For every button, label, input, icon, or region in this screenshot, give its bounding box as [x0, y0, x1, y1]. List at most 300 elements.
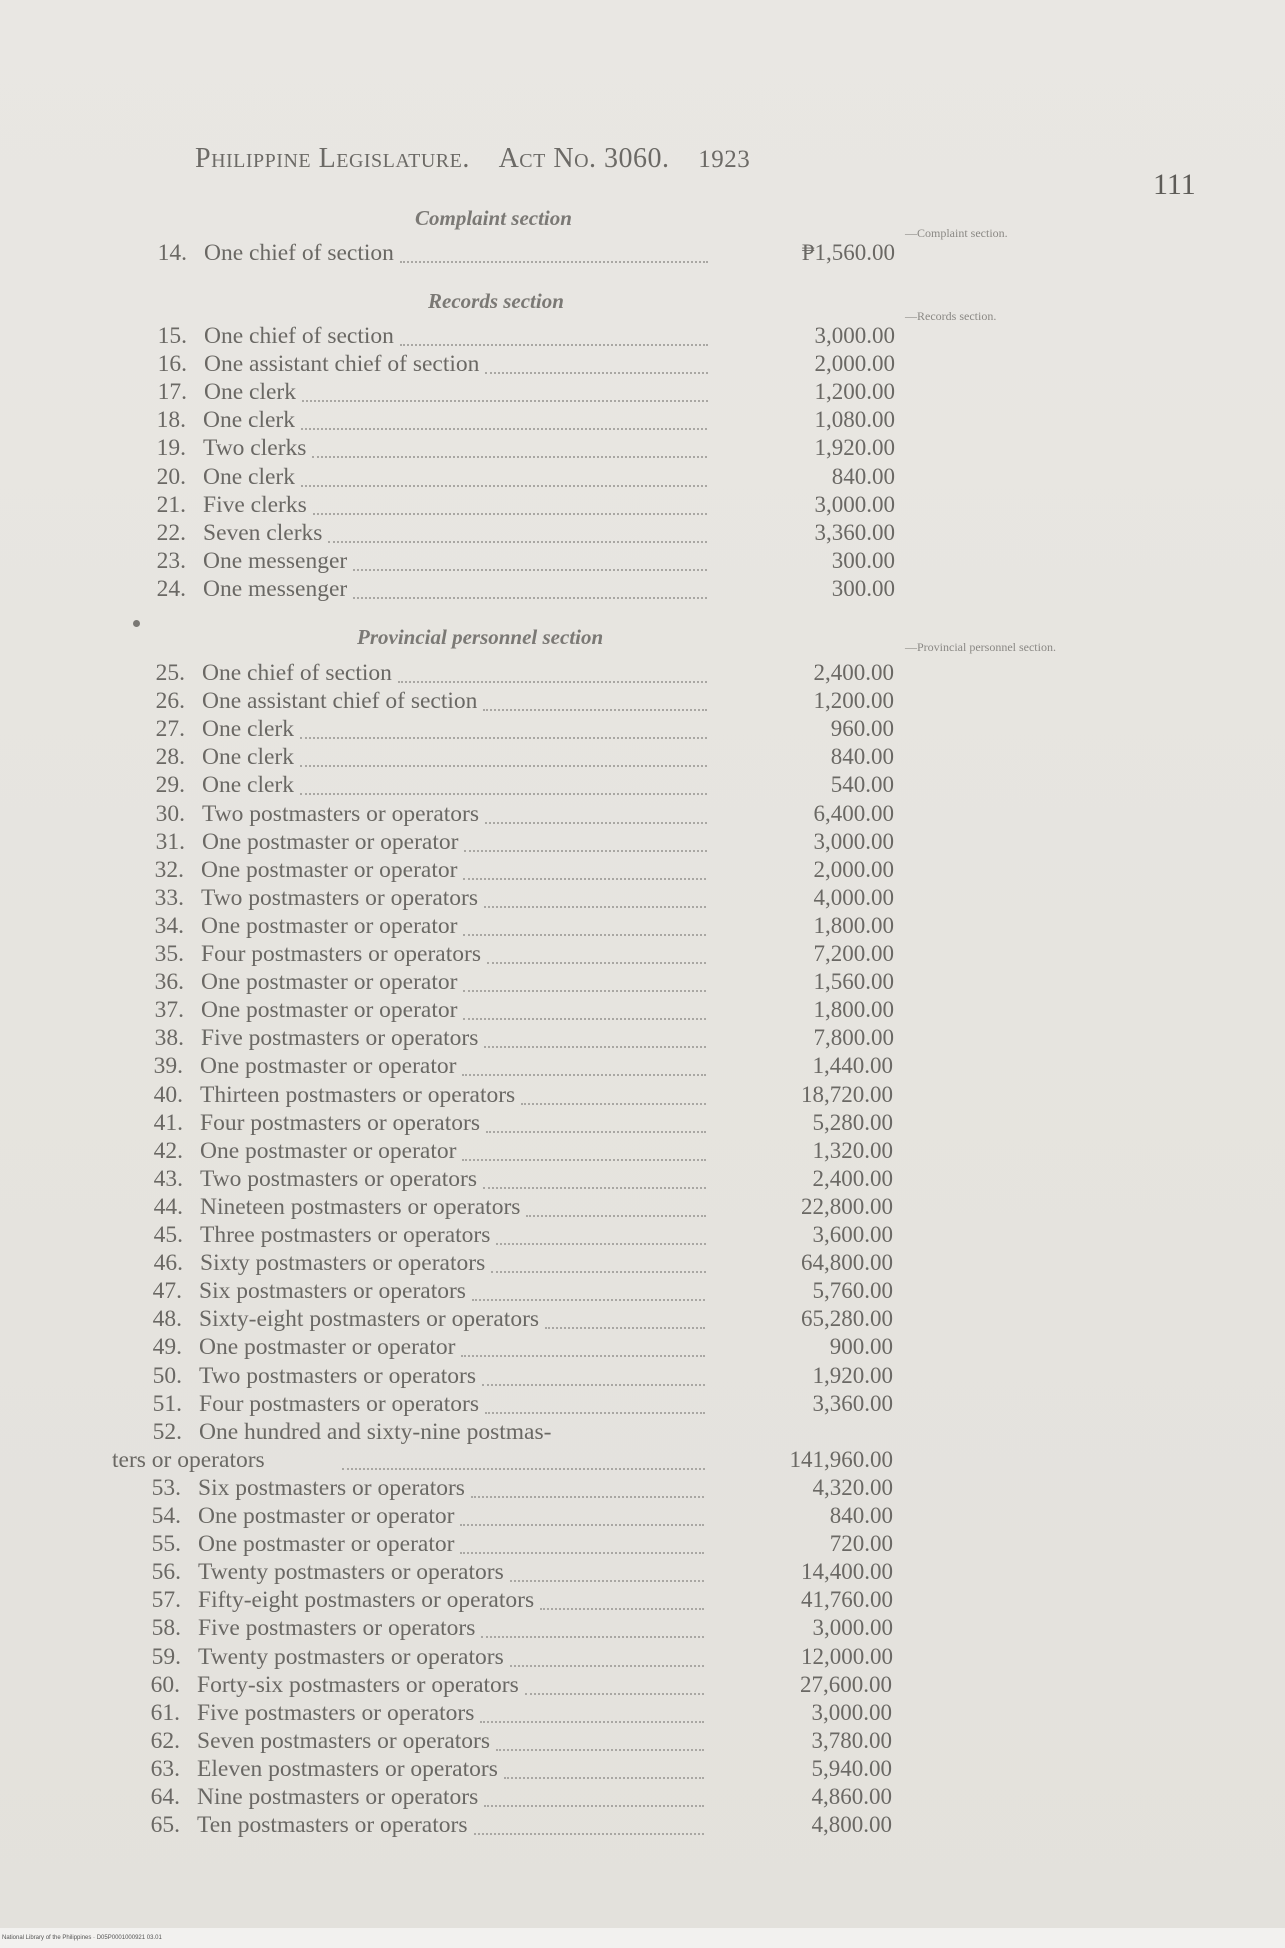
item-number: 17.	[157, 379, 187, 406]
item-number: 41.	[153, 1109, 183, 1136]
appropriation-row	[0, 1700, 1285, 1728]
appropriation-row	[0, 1672, 1285, 1700]
item-amount: 4,800.00	[811, 1812, 892, 1838]
leader-dots	[463, 988, 706, 992]
leader-dots	[521, 1101, 706, 1105]
item-description-text: One clerk	[204, 379, 296, 406]
item-description	[202, 744, 296, 771]
item-description	[203, 435, 308, 462]
margin-note: —Provincial personnel section.	[905, 640, 1056, 654]
leader-dots	[400, 342, 708, 346]
appropriation-row	[0, 435, 1285, 463]
item-number: 39.	[153, 1053, 183, 1080]
item-description	[198, 1559, 506, 1586]
item-description	[197, 1700, 476, 1727]
item-number: 49.	[152, 1334, 182, 1361]
leader-dots	[460, 1550, 704, 1554]
appropriation-row	[0, 1587, 1285, 1615]
leader-dots	[313, 511, 707, 515]
item-description-text: Two postmasters or operators	[200, 1165, 478, 1192]
item-description	[203, 520, 324, 547]
leader-dots	[485, 820, 707, 824]
item-amount: 1,800.00	[813, 997, 894, 1023]
item-description-text: Seven postmasters or operators	[197, 1727, 491, 1754]
item-description-text: One chief of section	[204, 323, 394, 349]
header-act: Act No. 3060.	[498, 143, 670, 174]
item-description-text: Five clerks	[203, 491, 307, 518]
leader-dots	[474, 1831, 705, 1835]
leader-dots	[486, 1129, 706, 1133]
header-title: Philippine Legislature.	[195, 143, 470, 174]
leader-dots	[398, 679, 707, 683]
leader-dots	[400, 259, 708, 263]
appropriation-row	[0, 688, 1285, 716]
item-number: 61.	[150, 1699, 180, 1726]
item-description-text: One postmaster or operator	[200, 1137, 457, 1164]
item-description-text: One clerk	[202, 772, 294, 799]
item-amount: 1,560.00	[813, 969, 894, 995]
appropriation-row	[0, 1615, 1285, 1643]
item-description-text: ters or operators	[112, 1446, 265, 1473]
leader-dots	[300, 735, 707, 739]
item-description-text: Six postmasters or operators	[198, 1474, 465, 1501]
item-number: 40.	[153, 1081, 183, 1108]
item-description-text: One messenger	[203, 575, 348, 602]
item-description-text: Four postmasters or operators	[201, 941, 481, 967]
item-amount: 1,920.00	[812, 1362, 893, 1388]
appropriation-row	[0, 1363, 1285, 1391]
leader-dots	[510, 1663, 704, 1667]
item-description	[200, 1194, 522, 1221]
item-description-text: One postmaster or operator	[201, 969, 458, 996]
item-amount: 2,400.00	[813, 660, 894, 685]
item-description	[200, 1166, 479, 1193]
leader-dots	[312, 454, 707, 458]
item-number: 33.	[154, 884, 184, 911]
item-description	[202, 772, 296, 799]
item-description	[199, 1363, 478, 1390]
item-description	[201, 1025, 480, 1052]
item-description	[202, 801, 481, 828]
item-amount: 3,360.00	[814, 519, 895, 545]
item-number: 65.	[150, 1812, 180, 1839]
item-description-text: Nine postmasters or operators	[197, 1784, 479, 1810]
item-description	[199, 1306, 541, 1333]
item-number: 55.	[151, 1531, 181, 1558]
item-description-text: One postmaster or operator	[201, 997, 458, 1024]
leader-dots	[484, 1803, 704, 1807]
item-amount: 141,960.00	[789, 1446, 893, 1472]
leader-dots	[496, 1241, 706, 1245]
item-amount: 27,600.00	[800, 1671, 892, 1697]
appropriation-row	[0, 801, 1285, 829]
leader-dots	[461, 1353, 705, 1357]
item-amount: 5,280.00	[812, 1109, 893, 1135]
appropriation-row	[0, 1475, 1285, 1503]
appropriation-row	[0, 1053, 1285, 1081]
item-amount: 7,200.00	[813, 941, 894, 966]
item-description	[204, 379, 298, 406]
item-number: 32.	[154, 856, 184, 883]
appropriation-row	[0, 829, 1285, 857]
item-number: 46.	[153, 1250, 183, 1277]
item-description	[199, 1391, 481, 1418]
appropriation-row	[0, 1756, 1285, 1784]
item-number: 50.	[152, 1362, 182, 1389]
item-number: 34.	[154, 912, 184, 939]
item-description-text: Five postmasters or operators	[197, 1699, 475, 1726]
margin-note: —Complaint section.	[905, 226, 1008, 240]
appropriation-row	[0, 351, 1285, 379]
appropriation-row	[0, 660, 1285, 688]
leader-dots	[545, 1325, 705, 1329]
leader-dots	[504, 1775, 704, 1779]
leader-dots	[472, 1297, 705, 1301]
leader-dots	[525, 1691, 704, 1695]
item-amount: 840.00	[831, 463, 895, 489]
appropriation-row	[0, 1138, 1285, 1166]
appropriation-row	[0, 913, 1285, 941]
item-amount: 5,760.00	[812, 1278, 893, 1304]
item-description-text: Twenty postmasters or operators	[198, 1559, 504, 1586]
item-description	[203, 492, 309, 519]
item-number: 52.	[152, 1418, 182, 1445]
item-amount: 2,000.00	[813, 856, 894, 882]
item-number: 63.	[150, 1755, 180, 1782]
item-description-text: Four postmasters or operators	[199, 1390, 479, 1417]
appropriation-row	[0, 1222, 1285, 1250]
leader-dots	[487, 960, 706, 964]
item-description-text: One chief of section	[202, 660, 392, 686]
leader-dots	[482, 1382, 705, 1386]
appropriation-row-continued	[0, 1447, 1285, 1475]
item-description	[197, 1756, 500, 1783]
appropriation-row	[0, 492, 1285, 520]
item-description-text: One chief of section	[204, 240, 394, 266]
item-description-text: Six postmasters or operators	[199, 1278, 466, 1305]
item-description	[200, 1250, 487, 1277]
item-amount: 3,000.00	[814, 491, 895, 517]
item-description-text: Thirteen postmasters or operators	[200, 1081, 516, 1108]
stray-mark	[133, 620, 140, 627]
item-description	[199, 1278, 468, 1305]
item-description	[197, 1728, 492, 1755]
item-amount: 1,320.00	[812, 1137, 893, 1163]
appropriation-row	[0, 1644, 1285, 1672]
appropriation-row	[0, 1531, 1285, 1559]
appropriation-row	[0, 576, 1285, 604]
item-number: 60.	[150, 1671, 180, 1698]
item-description	[198, 1531, 456, 1558]
item-amount: ₱1,560.00	[801, 240, 895, 265]
item-description-text: One clerk	[202, 744, 294, 771]
item-number: 16.	[157, 351, 187, 378]
margin-note: —Records section.	[905, 309, 997, 323]
appropriation-row	[0, 407, 1285, 435]
item-description-text: Four postmasters or operators	[200, 1109, 480, 1136]
item-amount: 4,000.00	[813, 884, 894, 910]
item-number: 48.	[152, 1306, 182, 1333]
item-number: 36.	[154, 969, 184, 996]
item-description-text: Eleven postmasters or operators	[197, 1755, 498, 1782]
item-amount: 840.00	[830, 744, 894, 770]
item-description	[203, 576, 349, 603]
item-amount: 5,940.00	[811, 1755, 892, 1781]
leader-dots	[300, 763, 707, 767]
item-description-text: Nineteen postmasters or operators	[200, 1193, 521, 1220]
item-amount: 3,000.00	[813, 828, 894, 854]
item-description	[202, 660, 394, 687]
item-description	[201, 913, 459, 940]
item-description	[201, 941, 483, 968]
footer-attribution: National Library of the Philippines · D05P0001000921 03.01	[0, 1928, 1285, 1948]
item-number: 59.	[151, 1643, 181, 1670]
item-description-text: Two postmasters or operators	[201, 884, 479, 911]
item-description	[201, 885, 480, 912]
item-number: 47.	[152, 1278, 182, 1305]
leader-dots	[484, 904, 706, 908]
appropriation-row	[0, 379, 1285, 407]
item-description-text: One postmaster or operator	[198, 1503, 455, 1529]
item-description-text: One assistant chief of section	[204, 351, 480, 378]
item-description-text: One clerk	[202, 716, 294, 743]
item-description-text: Two postmasters or operators	[199, 1362, 477, 1389]
item-number: 22.	[156, 519, 186, 546]
item-description	[199, 1419, 553, 1446]
leader-dots	[464, 848, 707, 852]
leader-dots	[484, 1044, 706, 1048]
item-description-text: Twenty postmasters or operators	[198, 1643, 504, 1670]
item-number: 37.	[154, 997, 184, 1024]
appropriation-row	[0, 1334, 1285, 1362]
appropriation-row	[0, 772, 1285, 800]
section-title: Records section	[428, 289, 564, 313]
item-description	[202, 716, 296, 743]
appropriation-row	[0, 885, 1285, 913]
item-description-line1: One hundred and sixty-nine postmas-	[199, 1418, 552, 1445]
item-amount: 540.00	[830, 772, 894, 798]
leader-dots	[463, 932, 706, 936]
leader-dots	[510, 1578, 704, 1582]
item-amount: 3,600.00	[812, 1222, 893, 1247]
item-amount: 14,400.00	[801, 1559, 893, 1585]
item-number: 31.	[155, 828, 185, 855]
section-title: Provincial personnel section	[357, 625, 604, 649]
item-description-text: One messenger	[203, 547, 348, 574]
item-amount: 3,000.00	[812, 1615, 893, 1641]
item-description-text: Three postmasters or operators	[200, 1222, 491, 1248]
leader-dots	[496, 1747, 704, 1751]
item-number: 27.	[155, 716, 185, 743]
item-description	[204, 351, 481, 378]
leader-dots	[301, 483, 707, 487]
item-amount: 2,400.00	[812, 1165, 893, 1191]
item-description	[200, 1222, 492, 1249]
item-description	[198, 1503, 456, 1530]
appropriation-row	[0, 548, 1285, 576]
item-number: 28.	[155, 744, 185, 771]
item-number: 45.	[153, 1222, 183, 1248]
item-description	[201, 997, 459, 1024]
item-number: 15.	[157, 323, 187, 349]
item-amount: 1,080.00	[814, 407, 895, 433]
appropriation-row	[0, 969, 1285, 997]
item-description-text: One postmaster or operator	[198, 1531, 455, 1558]
item-amount: 3,780.00	[811, 1727, 892, 1753]
running-header	[195, 143, 772, 175]
leader-dots	[328, 539, 707, 543]
item-number: 44.	[153, 1193, 183, 1220]
leader-dots	[491, 1269, 706, 1273]
appropriation-row	[0, 716, 1285, 744]
leader-dots	[480, 1719, 704, 1723]
leader-dots	[481, 1634, 704, 1638]
item-amount: 900.00	[829, 1334, 893, 1360]
item-amount: 65,280.00	[801, 1306, 893, 1332]
leader-dots	[526, 1213, 706, 1217]
item-number: 62.	[150, 1727, 180, 1754]
item-number: 42.	[153, 1137, 183, 1164]
item-description	[200, 1053, 458, 1080]
item-number: 64.	[150, 1784, 180, 1810]
leader-dots	[342, 1466, 705, 1470]
item-number: 38.	[154, 1025, 184, 1052]
item-description-text: One postmaster or operator	[199, 1334, 456, 1361]
item-number: 29.	[155, 772, 185, 799]
item-amount: 22,800.00	[801, 1193, 893, 1219]
item-description	[203, 464, 297, 491]
item-amount: 1,800.00	[813, 912, 894, 938]
leader-dots	[463, 876, 706, 880]
item-number: 58.	[151, 1615, 181, 1642]
item-description-text: One assistant chief of section	[202, 688, 478, 715]
leader-dots	[460, 1522, 704, 1526]
item-number: 26.	[155, 688, 185, 715]
item-amount: 300.00	[831, 547, 895, 573]
item-description	[199, 1334, 457, 1361]
item-number: 54.	[151, 1503, 181, 1529]
item-description-text: Sixty postmasters or operators	[200, 1250, 486, 1277]
item-description	[203, 548, 349, 575]
item-amount: 1,920.00	[814, 435, 895, 461]
item-amount: 3,000.00	[814, 323, 895, 348]
item-amount: 18,720.00	[801, 1081, 893, 1107]
item-description-text: Fifty-eight postmasters or operators	[198, 1587, 535, 1614]
header-year: 1923	[698, 146, 751, 173]
item-description	[198, 1475, 467, 1502]
item-number: 53.	[151, 1474, 181, 1501]
appropriation-row	[0, 1728, 1285, 1756]
appropriation-row	[0, 240, 1285, 268]
leader-dots	[353, 595, 707, 599]
leader-dots	[353, 567, 707, 571]
item-amount: 4,320.00	[812, 1474, 893, 1500]
appropriation-row	[0, 1082, 1285, 1110]
leader-dots	[485, 370, 708, 374]
item-amount: 64,800.00	[801, 1250, 893, 1276]
appropriation-row	[0, 857, 1285, 885]
item-amount: 1,200.00	[814, 379, 895, 405]
leader-dots	[471, 1494, 704, 1498]
item-description-text: Five postmasters or operators	[198, 1615, 476, 1642]
item-amount: 2,000.00	[814, 351, 895, 377]
appropriation-row	[0, 1559, 1285, 1587]
item-description	[202, 829, 460, 856]
page-number: 111	[1153, 168, 1196, 201]
appropriation-row	[0, 997, 1285, 1025]
item-amount: 3,360.00	[812, 1390, 893, 1416]
appropriation-row	[0, 1278, 1285, 1306]
item-description-text: One postmaster or operator	[201, 912, 458, 939]
item-description	[200, 1082, 517, 1109]
item-number: 51.	[152, 1390, 182, 1417]
appropriation-row	[0, 1784, 1285, 1812]
appropriation-row	[0, 1306, 1285, 1334]
item-amount: 960.00	[830, 716, 894, 742]
item-amount: 1,440.00	[812, 1053, 893, 1079]
section-title: Complaint section	[415, 206, 572, 230]
item-description-text: One postmaster or operator	[200, 1053, 457, 1080]
appropriation-row	[0, 744, 1285, 772]
item-number: 24.	[156, 575, 186, 602]
item-description-line2	[112, 1447, 267, 1474]
item-description	[198, 1587, 536, 1614]
item-description-text: One postmaster or operator	[202, 828, 459, 855]
leader-dots	[462, 1157, 706, 1161]
item-description-text: Two postmasters or operators	[202, 800, 480, 827]
item-description	[202, 688, 479, 715]
leader-dots	[302, 398, 708, 402]
item-number: 20.	[156, 463, 186, 490]
appropriation-row	[0, 1391, 1285, 1419]
appropriation-row	[0, 323, 1285, 351]
leader-dots	[300, 791, 707, 795]
leader-dots	[301, 426, 707, 430]
item-description	[200, 1110, 482, 1137]
item-amount: 720.00	[829, 1531, 893, 1557]
appropriation-row	[0, 1194, 1285, 1222]
appropriation-row	[0, 1419, 1285, 1447]
item-number: 30.	[155, 800, 185, 827]
item-amount: 300.00	[831, 575, 895, 601]
item-description	[198, 1644, 506, 1671]
appropriation-row	[0, 1025, 1285, 1053]
item-description	[198, 1615, 477, 1642]
item-amount: 3,000.00	[811, 1699, 892, 1725]
leader-dots	[483, 1185, 706, 1189]
item-number: 21.	[156, 491, 186, 518]
item-amount: 41,760.00	[801, 1587, 893, 1613]
leader-dots	[483, 707, 707, 711]
item-description-text: Five postmasters or operators	[201, 1025, 479, 1052]
item-description-text: One clerk	[203, 463, 295, 490]
item-amount: 4,860.00	[811, 1784, 892, 1809]
item-number: 57.	[151, 1587, 181, 1614]
item-amount: 12,000.00	[801, 1643, 893, 1669]
appropriation-row	[0, 1166, 1285, 1194]
item-description-text: One postmaster or operator	[201, 856, 458, 883]
item-number: 35.	[154, 941, 184, 967]
item-number: 23.	[156, 547, 186, 574]
item-number: 19.	[156, 435, 186, 462]
item-amount: 840.00	[829, 1503, 893, 1528]
leader-dots	[485, 1410, 705, 1414]
item-amount: 1,200.00	[813, 688, 894, 714]
item-description	[201, 969, 459, 996]
appropriation-row	[0, 1503, 1285, 1531]
item-number: 18.	[156, 407, 186, 434]
appropriation-row	[0, 1110, 1285, 1138]
